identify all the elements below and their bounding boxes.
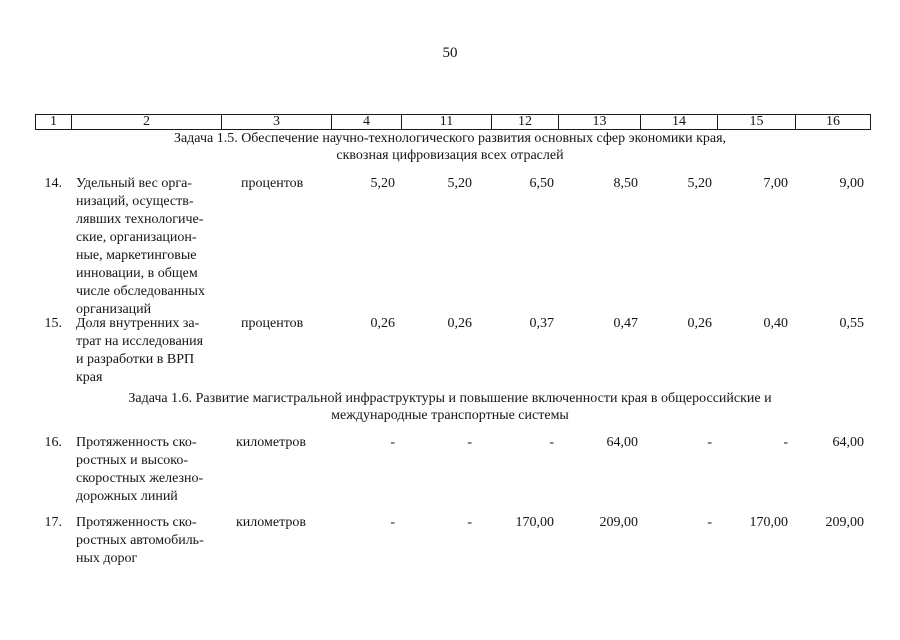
value-cell: 9,00 <box>839 176 864 191</box>
value-cell: 64,00 <box>606 435 638 450</box>
value-cell: 209,00 <box>599 515 638 530</box>
indicator-name-line: трат на исследования <box>76 334 204 349</box>
indicator-name-line: инновации, в общем <box>76 266 198 281</box>
indicator-name-line: ные, маркетинговые <box>76 248 197 263</box>
section-title-line: международные транспортные системы <box>331 408 569 423</box>
value-cell: 0,37 <box>529 316 554 331</box>
unit-of-measure: процентов <box>241 176 304 191</box>
indicator-name-line: организаций <box>76 302 152 317</box>
value-cell: 0,26 <box>447 316 472 331</box>
indicator-name-line: ские, организацион- <box>76 230 197 245</box>
value-cell: 5,20 <box>447 176 472 191</box>
value-cell: 0,40 <box>763 316 788 331</box>
indicator-name <box>76 514 226 568</box>
indicator-name <box>76 175 226 319</box>
header-cell: 4 <box>332 115 402 130</box>
indicator-name-line: низаций, осуществ- <box>76 194 194 209</box>
indicator-name-line: и разработки в ВРП <box>76 352 195 367</box>
value-cell: 6,50 <box>529 176 554 191</box>
indicator-name-line: ных дорог <box>76 551 138 566</box>
header-cell: 11 <box>402 115 492 130</box>
indicator-name-line: числе обследованных <box>76 284 205 299</box>
header-cell: 14 <box>641 115 718 130</box>
value-cell: 0,47 <box>613 316 638 331</box>
header-cell: 3 <box>222 115 332 130</box>
header-cell: 12 <box>492 115 559 130</box>
indicator-name <box>76 434 226 506</box>
value-cell: - <box>707 435 712 450</box>
value-cell: 64,00 <box>832 435 864 450</box>
indicator-name-line: Протяженность ско- <box>76 515 197 530</box>
value-cell: 5,20 <box>687 176 712 191</box>
indicator-name-line: скоростных железно- <box>76 471 204 486</box>
value-cell: - <box>707 515 712 530</box>
section-title-line: сквозная цифровизация всех отраслей <box>336 148 564 163</box>
unit-of-measure: километров <box>236 435 306 450</box>
column-number-header <box>35 114 871 130</box>
unit-of-measure: процентов <box>241 316 304 331</box>
value-cell: - <box>467 435 472 450</box>
unit-of-measure: километров <box>236 515 306 530</box>
value-cell: 0,26 <box>370 316 395 331</box>
value-cell: - <box>783 435 788 450</box>
indicator-name-line: Доля внутренних за- <box>76 316 200 331</box>
value-cell: 170,00 <box>515 515 554 530</box>
row-number: 14. <box>44 176 62 191</box>
value-cell: 0,55 <box>839 316 864 331</box>
header-cell: 2 <box>72 115 222 130</box>
page-number: 50 <box>442 45 458 61</box>
indicator-name-line: Удельный вес орга- <box>76 176 192 191</box>
indicator-name-line: ростных автомобиль- <box>76 533 204 548</box>
value-cell: - <box>467 515 472 530</box>
value-cell: 170,00 <box>749 515 788 530</box>
section-title-1-5 <box>0 130 900 164</box>
section-title-1-6 <box>0 390 900 424</box>
value-cell: - <box>390 515 395 530</box>
value-cell: - <box>549 435 554 450</box>
header-cell: 16 <box>796 115 871 130</box>
header-row <box>36 115 871 130</box>
indicator-name-line: края <box>76 370 103 385</box>
row-number: 15. <box>44 316 62 331</box>
value-cell: 0,26 <box>687 316 712 331</box>
indicator-name <box>76 315 226 387</box>
value-cell: - <box>390 435 395 450</box>
value-cell: 5,20 <box>370 176 395 191</box>
header-cell: 15 <box>718 115 796 130</box>
indicator-name-line: Протяженность ско- <box>76 435 197 450</box>
value-cell: 8,50 <box>613 176 638 191</box>
header-cell: 13 <box>559 115 641 130</box>
row-number: 17. <box>44 515 62 530</box>
value-cell: 209,00 <box>825 515 864 530</box>
header-cell: 1 <box>36 115 72 130</box>
indicator-name-line: ростных и высоко- <box>76 453 189 468</box>
value-cell: 7,00 <box>763 176 788 191</box>
indicator-name-line: дорожных линий <box>76 489 178 504</box>
row-number: 16. <box>44 435 62 450</box>
indicator-name-line: лявших технологиче- <box>76 212 204 227</box>
section-title-line: Задача 1.5. Обеспечение научно-технологического развития основных сфер экономики края, <box>173 131 727 146</box>
section-title-line: Задача 1.6. Развитие магистральной инфраструктуры и повышение включенности края в общероссийские и <box>128 391 772 406</box>
